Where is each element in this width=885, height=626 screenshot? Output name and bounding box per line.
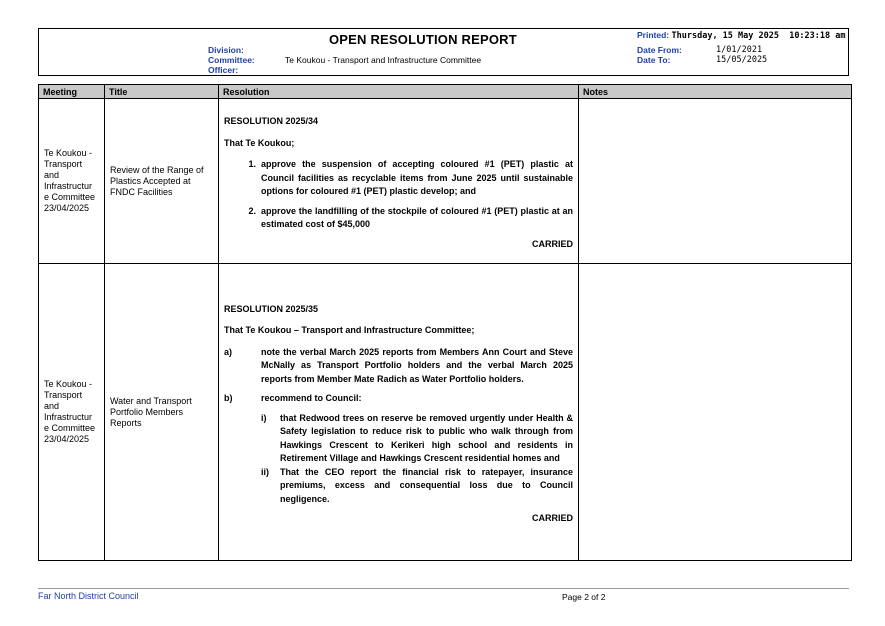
resolution-heading: RESOLUTION 2025/35 <box>224 303 319 314</box>
resolution-item <box>224 158 573 199</box>
item-text: note the verbal March 2025 reports from Members Ann Court and Steve McNally as Transport Portfolio holders and the verbal March 2025 reports from Member Mate Radich as Water Portfolio holders. <box>261 346 573 384</box>
officer-label: Officer: <box>208 65 239 75</box>
date-from-value: 1/01/2021 <box>716 45 763 55</box>
resolution-heading: RESOLUTION 2025/34 <box>224 116 319 126</box>
report-title: OPEN RESOLUTION REPORT <box>329 32 517 47</box>
report-header <box>38 28 849 76</box>
column-header-resolution: Resolution <box>219 85 579 99</box>
footer-organisation: Far North District Council <box>38 591 139 601</box>
resolution-cell <box>219 99 579 264</box>
table-header-row <box>39 85 852 99</box>
printed-label: Printed: <box>637 30 670 40</box>
date-from-label: Date From: <box>637 45 682 55</box>
item-text: recommend to Council: <box>261 393 362 403</box>
title-cell: Water and Transport Portfolio Members Reports <box>105 264 219 561</box>
resolution-subitem <box>261 466 573 507</box>
column-header-meeting: Meeting <box>39 85 105 99</box>
meeting-cell: Te Koukou - Transport and Infrastructur e Committee 23/04/2025 <box>39 99 105 264</box>
carried-label: CARRIED <box>531 238 573 249</box>
title-cell: Review of the Range of Plastics Accepted at FNDC Facilities <box>105 99 219 264</box>
item-number: 1. <box>248 159 256 169</box>
resolution-item <box>224 205 573 232</box>
column-header-notes: Notes <box>579 85 852 99</box>
column-header-title: Title <box>105 85 219 99</box>
carried-label: CARRIED <box>531 513 573 523</box>
resolution-preamble: That Te Koukou – Transport and Infrastructure Committee; <box>224 325 475 335</box>
date-to-value: 15/05/2025 <box>716 55 768 65</box>
subitem-number: i) <box>261 412 267 423</box>
resolution-item <box>224 392 573 406</box>
notes-cell <box>579 264 852 561</box>
footer-divider <box>38 588 849 589</box>
subitem-text: That the CEO report the financial risk to ratepayer, insurance premiums, excess and consequential loss due to Council negligence. <box>280 466 573 504</box>
resolution-subitem <box>261 412 573 466</box>
table-row <box>39 264 852 561</box>
item-number: b) <box>224 393 233 403</box>
division-label: Division: <box>208 45 244 55</box>
footer-page-number: Page 2 of 2 <box>562 592 606 602</box>
committee-value: Te Koukou - Transport and Infrastructure Committee <box>285 55 482 65</box>
printed-line <box>637 30 846 41</box>
subitem-number: ii) <box>261 466 269 477</box>
item-text: approve the suspension of accepting coloured #1 (PET) plastic at Council facilities as recyclable items from June 2025 until sustainable options for coloured #1 (PET) plastic develop; and <box>261 159 573 196</box>
item-number: a) <box>224 346 233 357</box>
date-to-label: Date To: <box>637 55 671 65</box>
resolution-preamble: That Te Koukou; <box>224 137 295 148</box>
subitem-text: that Redwood trees on reserve be removed urgently under Health & Safety legislation to reduce risk to public who walk through from Hawkings Crescent to Kerikeri high school and residents in Retirement Village and Hawkings Crescent residential homes and <box>280 412 573 463</box>
printed-value: Thursday, 15 May 2025 10:23:18 am <box>671 31 846 41</box>
resolution-cell <box>219 264 579 561</box>
item-text: approve the landfilling of the stockpile of coloured #1 (PET) plastic at an estimated cost of $45,000 <box>261 205 573 229</box>
meeting-cell: Te Koukou - Transport and Infrastructur e Committee 23/04/2025 <box>39 264 105 561</box>
table-row <box>39 99 852 264</box>
notes-cell <box>579 99 852 264</box>
item-number: 2. <box>248 205 256 216</box>
committee-label: Committee: <box>208 55 255 65</box>
resolution-item <box>224 346 573 387</box>
resolution-table <box>38 84 852 561</box>
